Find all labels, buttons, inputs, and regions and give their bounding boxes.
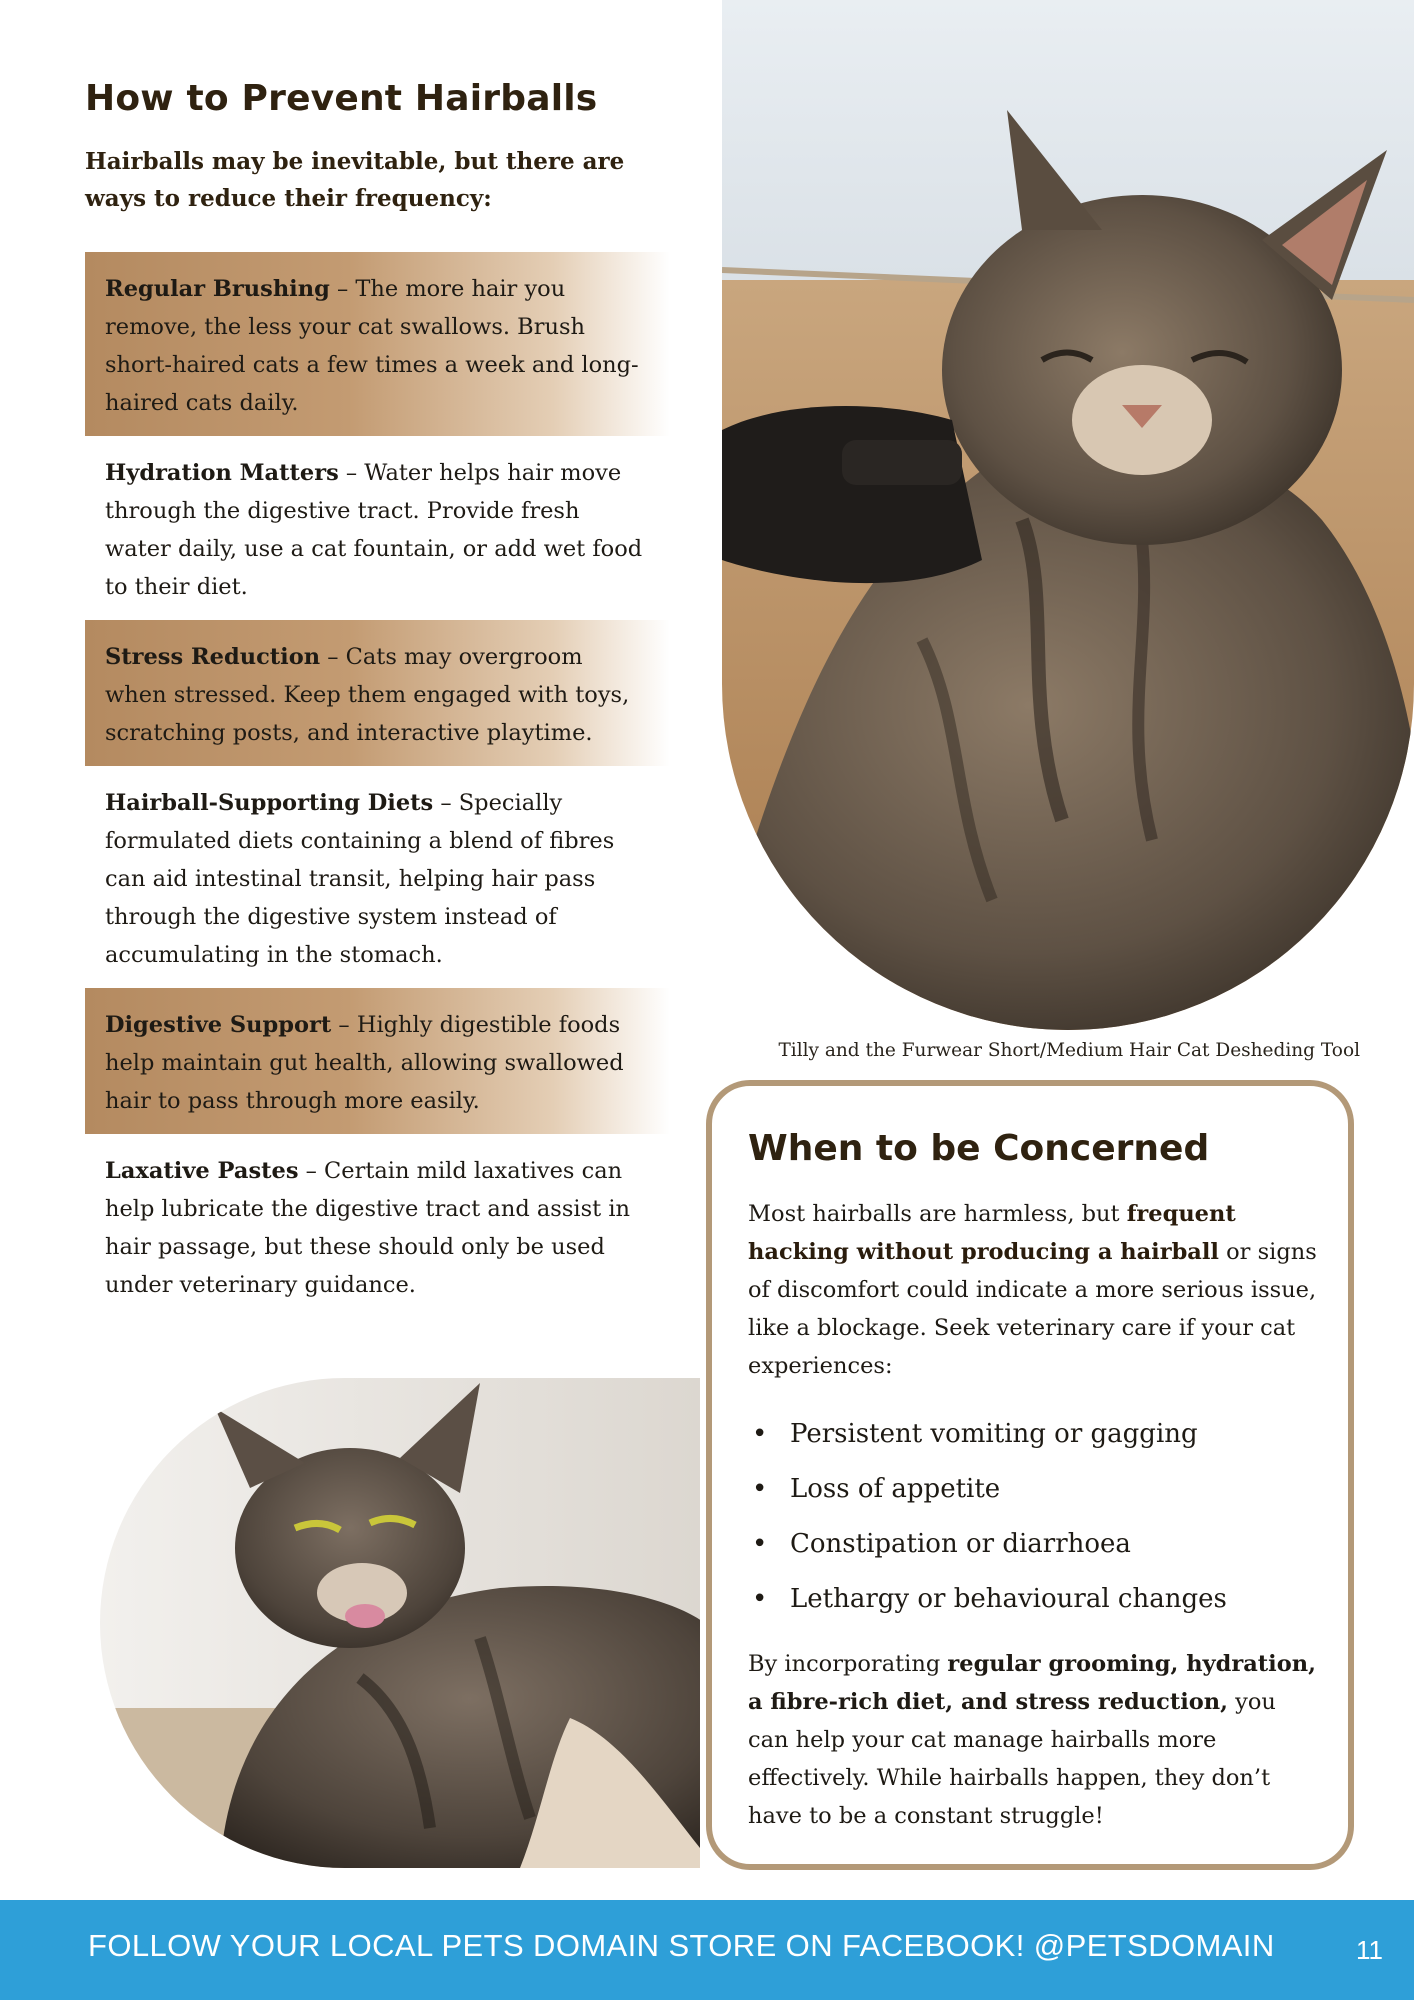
- symptom-text: Lethargy or behavioural changes: [790, 1584, 1227, 1614]
- cat-licking-photo: [100, 1378, 700, 1868]
- symptom-item: [748, 1572, 1318, 1627]
- intro-text: Hairballs may be inevitable, but there are ways to reduce their frequency:: [85, 148, 625, 212]
- concern-box: [706, 1080, 1354, 1870]
- tip-stress-reduction: [85, 620, 670, 766]
- cat-brushing-photo: [722, 0, 1414, 1030]
- cat-brushing-illustration: [722, 0, 1414, 1030]
- closing-part: By incorporating: [748, 1651, 948, 1677]
- tip-text: – Cats may overgroom when stressed. Keep them engaged with toys, scratching posts, and interactive playtime.: [105, 644, 630, 746]
- tip-title: Stress Reduction: [105, 644, 321, 670]
- tip-text: – Specially formulated diets containing a blend of fibres can aid intestinal transit, helping hair pass through the digestive system instead of accumulating in the stomach.: [105, 790, 615, 968]
- bullet-icon: •: [752, 1529, 768, 1559]
- closing-part: you can help your cat manage hairballs more effectively. While hairballs happen, they don’t have to be a constant struggle!: [748, 1689, 1276, 1829]
- tip-title: Hairball-Supporting Diets: [105, 790, 434, 816]
- symptom-item: [748, 1462, 1318, 1517]
- tip-hairball-supporting-diets: [85, 766, 670, 988]
- bullet-icon: •: [752, 1584, 768, 1614]
- tip-text: – Certain mild laxatives can help lubricate the digestive tract and assist in hair passage, but these should only be used under veterinary guidance.: [105, 1158, 631, 1298]
- tip-title: Regular Brushing: [105, 276, 330, 302]
- bullet-icon: •: [752, 1474, 768, 1504]
- bullet-icon: •: [752, 1419, 768, 1449]
- concern-intro-part: Most hairballs are harmless, but: [748, 1201, 1127, 1227]
- tip-regular-brushing: [85, 252, 670, 436]
- page-number: 11: [1356, 1935, 1383, 1965]
- tip-title: Hydration Matters: [105, 460, 339, 486]
- footer-facebook-cta: FOLLOW YOUR LOCAL PETS DOMAIN STORE ON FACEBOOK! @PETSDOMAIN: [88, 1928, 1275, 1963]
- cat-licking-illustration: [100, 1378, 700, 1868]
- tip-title: Digestive Support: [105, 1012, 332, 1038]
- symptom-item: [748, 1407, 1318, 1462]
- concern-intro-part: or signs of discomfort could indicate a more serious issue, like a blockage. Seek veterinary care if your cat experiences:: [748, 1239, 1317, 1379]
- tip-hydration-matters: [85, 436, 670, 620]
- concern-intro: [748, 1195, 1318, 1385]
- symptom-list: [748, 1407, 1318, 1627]
- symptom-text: Persistent vomiting or gagging: [790, 1419, 1198, 1449]
- concern-closing: [748, 1645, 1318, 1835]
- symptom-text: Loss of appetite: [790, 1474, 1001, 1504]
- tip-laxative-pastes: [85, 1134, 670, 1318]
- concern-title: When to be Concerned: [748, 1128, 1210, 1169]
- page-title: How to Prevent Hairballs: [85, 78, 598, 119]
- tip-text: – The more hair you remove, the less your cat swallows. Brush short-haired cats a few times a week and long-haired cats daily.: [105, 276, 639, 416]
- tip-digestive-support: [85, 988, 670, 1134]
- closing-bold: regular grooming, hydration, a fibre-rich diet, and stress reduction,: [748, 1651, 1316, 1715]
- tip-title: Laxative Pastes: [105, 1158, 299, 1184]
- photo-caption: Tilly and the Furwear Short/Medium Hair Cat Desheding Tool: [778, 1040, 1360, 1061]
- tip-text: – Water helps hair move through the digestive tract. Provide fresh water daily, use a cat fountain, or add wet food to their diet.: [105, 460, 643, 600]
- tips-list: [85, 252, 670, 1318]
- symptom-item: [748, 1517, 1318, 1572]
- symptom-text: Constipation or diarrhoea: [790, 1529, 1131, 1559]
- tip-text: – Highly digestible foods help maintain gut health, allowing swallowed hair to pass through more easily.: [105, 1012, 624, 1114]
- concern-intro-bold: frequent hacking without producing a hairball: [748, 1201, 1236, 1265]
